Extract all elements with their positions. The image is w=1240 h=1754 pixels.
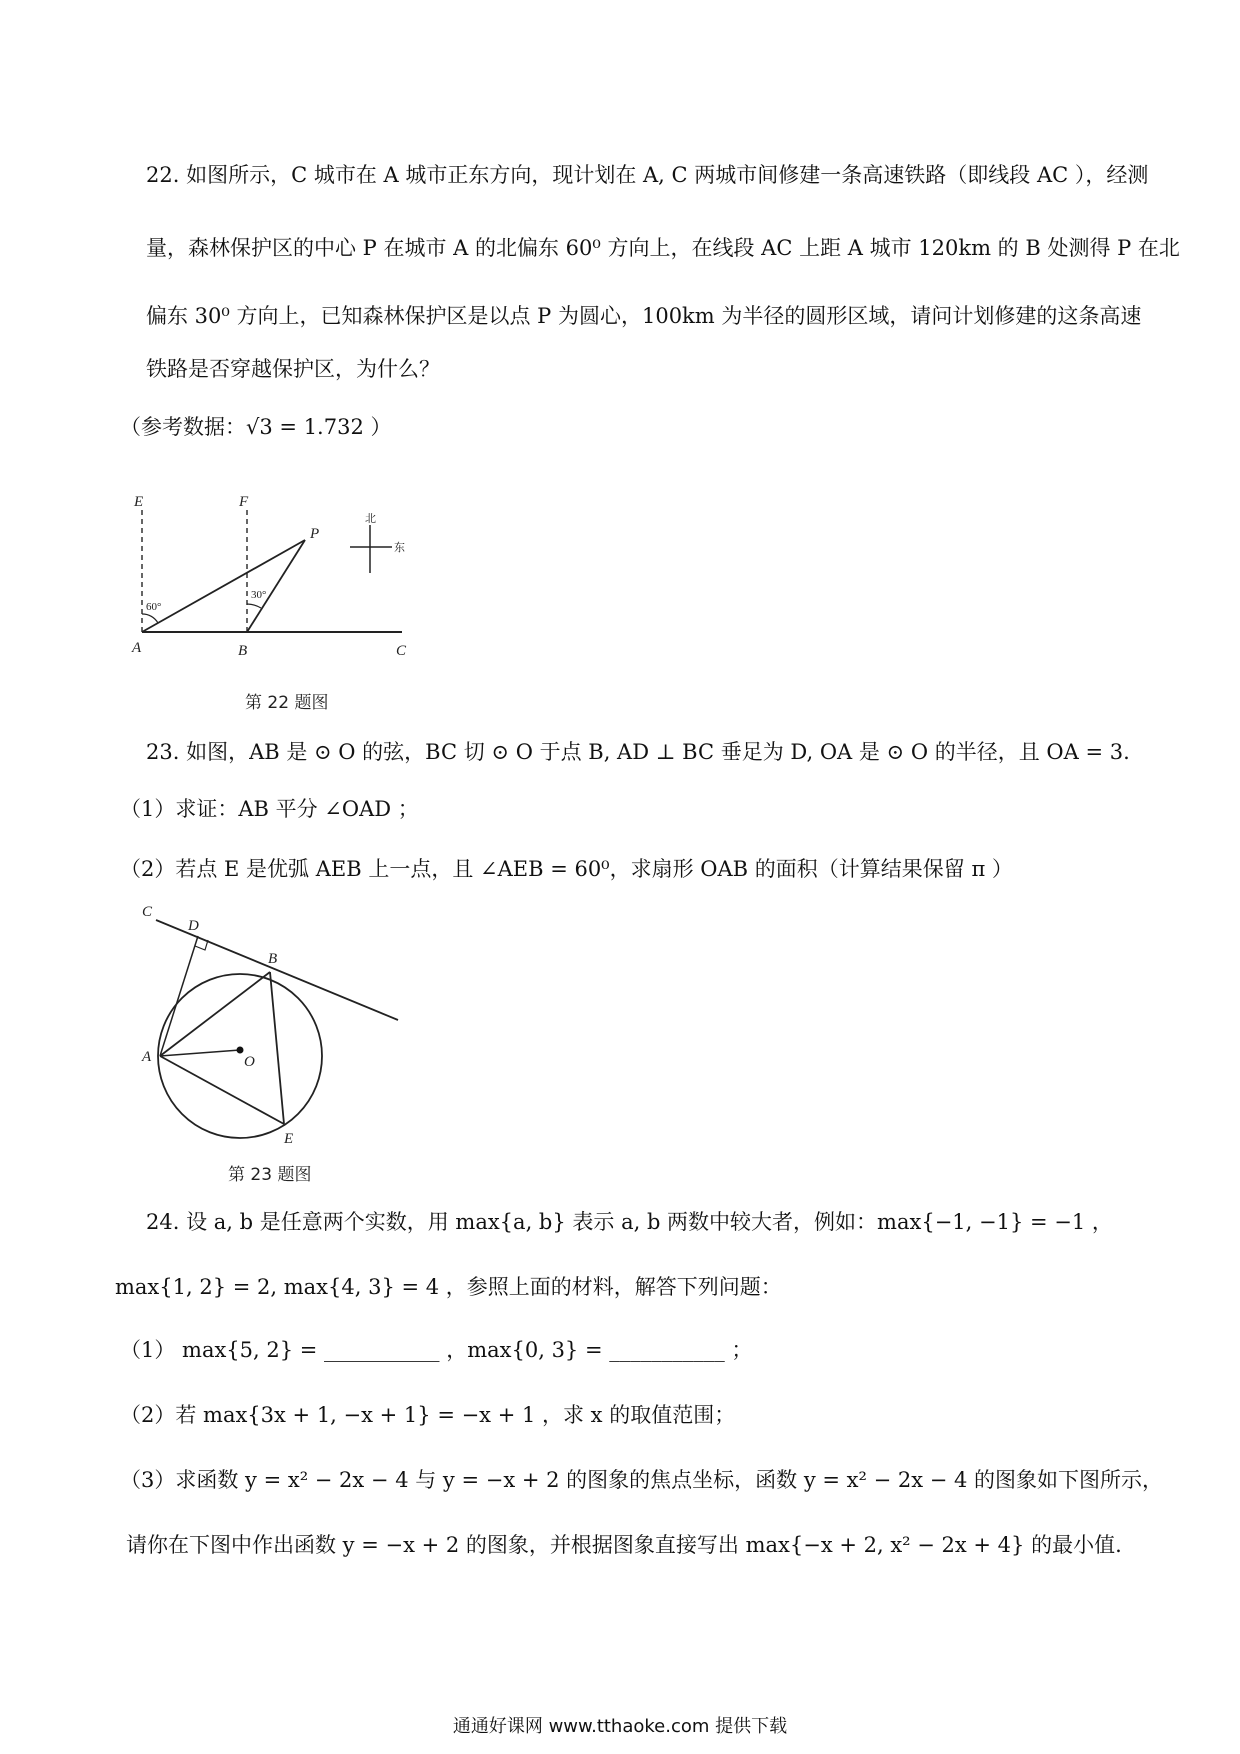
q22-line-4: 铁路是否穿越保护区，为什么？ (146, 357, 440, 381)
compass-east-label: 东 (394, 541, 405, 554)
compass-north-label: 北 (365, 512, 376, 525)
q23-chord-AE (160, 1056, 284, 1124)
q23-label-D: D (188, 918, 199, 934)
footer-source: 通通好课网 www.tthaoke.com 提供下载 (452, 1716, 788, 1737)
q22-line-2: 量，森林保护区的中心 P 在城市 A 的北偏东 60⁰ 方向上，在线段 AC 上距 A 城市 120km 的 B 处测得 P 在北 (146, 236, 1180, 260)
q23-line-1: 23. 如图，AB 是 ⊙ O 的弦，BC 切 ⊙ O 于点 B, AD ⊥ BC 垂足为 D, OA 是 ⊙ O 的半径，且 OA = 3. (146, 740, 1130, 764)
q24-line-1: 24. 设 a, b 是任意两个实数，用 max{a, b} 表示 a, b 两数中较大者，例如：max{−1, −1} = −1 ， (146, 1210, 1113, 1234)
q23-chord-BE (270, 972, 284, 1124)
q23-caption: 第 23 题图 (228, 1165, 312, 1185)
q22-label-A: A (132, 640, 142, 656)
q23-label-E: E (284, 1131, 294, 1147)
q23-figure (140, 898, 420, 1158)
q23-radius-OA (160, 1050, 240, 1056)
q24-part-1: （1） max{5, 2} = ___________ ，max{0, 3} = ___________ ； (120, 1338, 753, 1362)
q22-angle-label-30: 30° (251, 589, 267, 601)
q22-angle-arc-B (247, 604, 261, 608)
q22-line-1: 22. 如图所示，C 城市在 A 城市正东方向，现计划在 A, C 两城市间修建一条高速铁路（即线段 AC ），经测 (146, 163, 1149, 187)
q23-part-1: （1）求证：AB 平分 ∠OAD ； (120, 797, 419, 821)
q22-angle-label-60: 60° (146, 601, 162, 613)
q23-label-O: O (244, 1054, 255, 1070)
q22-reference-data: （参考数据：√3 = 1.732 ） (120, 415, 392, 439)
q23-tangent-BC (156, 920, 398, 1020)
q22-segment-BP (247, 540, 305, 632)
q23-segment-AD (160, 936, 198, 1056)
q22-caption: 第 22 题图 (245, 693, 329, 713)
q22-label-C: C (396, 643, 407, 659)
q22-line-3: 偏东 30⁰ 方向上，已知森林保护区是以点 P 为圆心，100km 为半径的圆形区域，请问计划修建的这条高速 (146, 304, 1142, 328)
q24-part-2: （2）若 max{3x + 1, −x + 1} = −x + 1 ，求 x 的取值范围； (120, 1403, 736, 1427)
q23-chord-AB (160, 972, 270, 1056)
q24-line-2: max{1, 2} = 2, max{4, 3} = 4 ，参照上面的材料，解答下列问题： (115, 1275, 782, 1299)
q23-label-A: A (142, 1049, 152, 1065)
q22-angle-arc-A (142, 614, 158, 623)
q24-part-3: （3）求函数 y = x² − 2x − 4 与 y = −x + 2 的图象的焦点坐标，函数 y = x² − 2x − 4 的图象如下图所示， (120, 1468, 1164, 1492)
q22-label-B: B (238, 643, 248, 659)
q24-part-3-cont: 请你在下图中作出函数 y = −x + 2 的图象，并根据图象直接写出 max{−x + 2, x² − 2x + 4} 的最小值. (126, 1533, 1122, 1557)
q23-circle-O (158, 974, 322, 1138)
q22-label-F: F (239, 494, 249, 510)
q23-part-2: （2）若点 E 是优弧 AEB 上一点，且 ∠AEB = 60⁰，求扇形 OAB 的面积（计算结果保留 π ） (120, 857, 1013, 881)
q23-label-B: B (268, 951, 278, 967)
q22-segment-AP (142, 540, 305, 632)
q23-label-C: C (142, 904, 153, 920)
q22-label-P: P (310, 526, 320, 542)
q23-center-dot (237, 1047, 244, 1054)
q22-label-E: E (134, 494, 144, 510)
q22-figure (120, 490, 480, 700)
